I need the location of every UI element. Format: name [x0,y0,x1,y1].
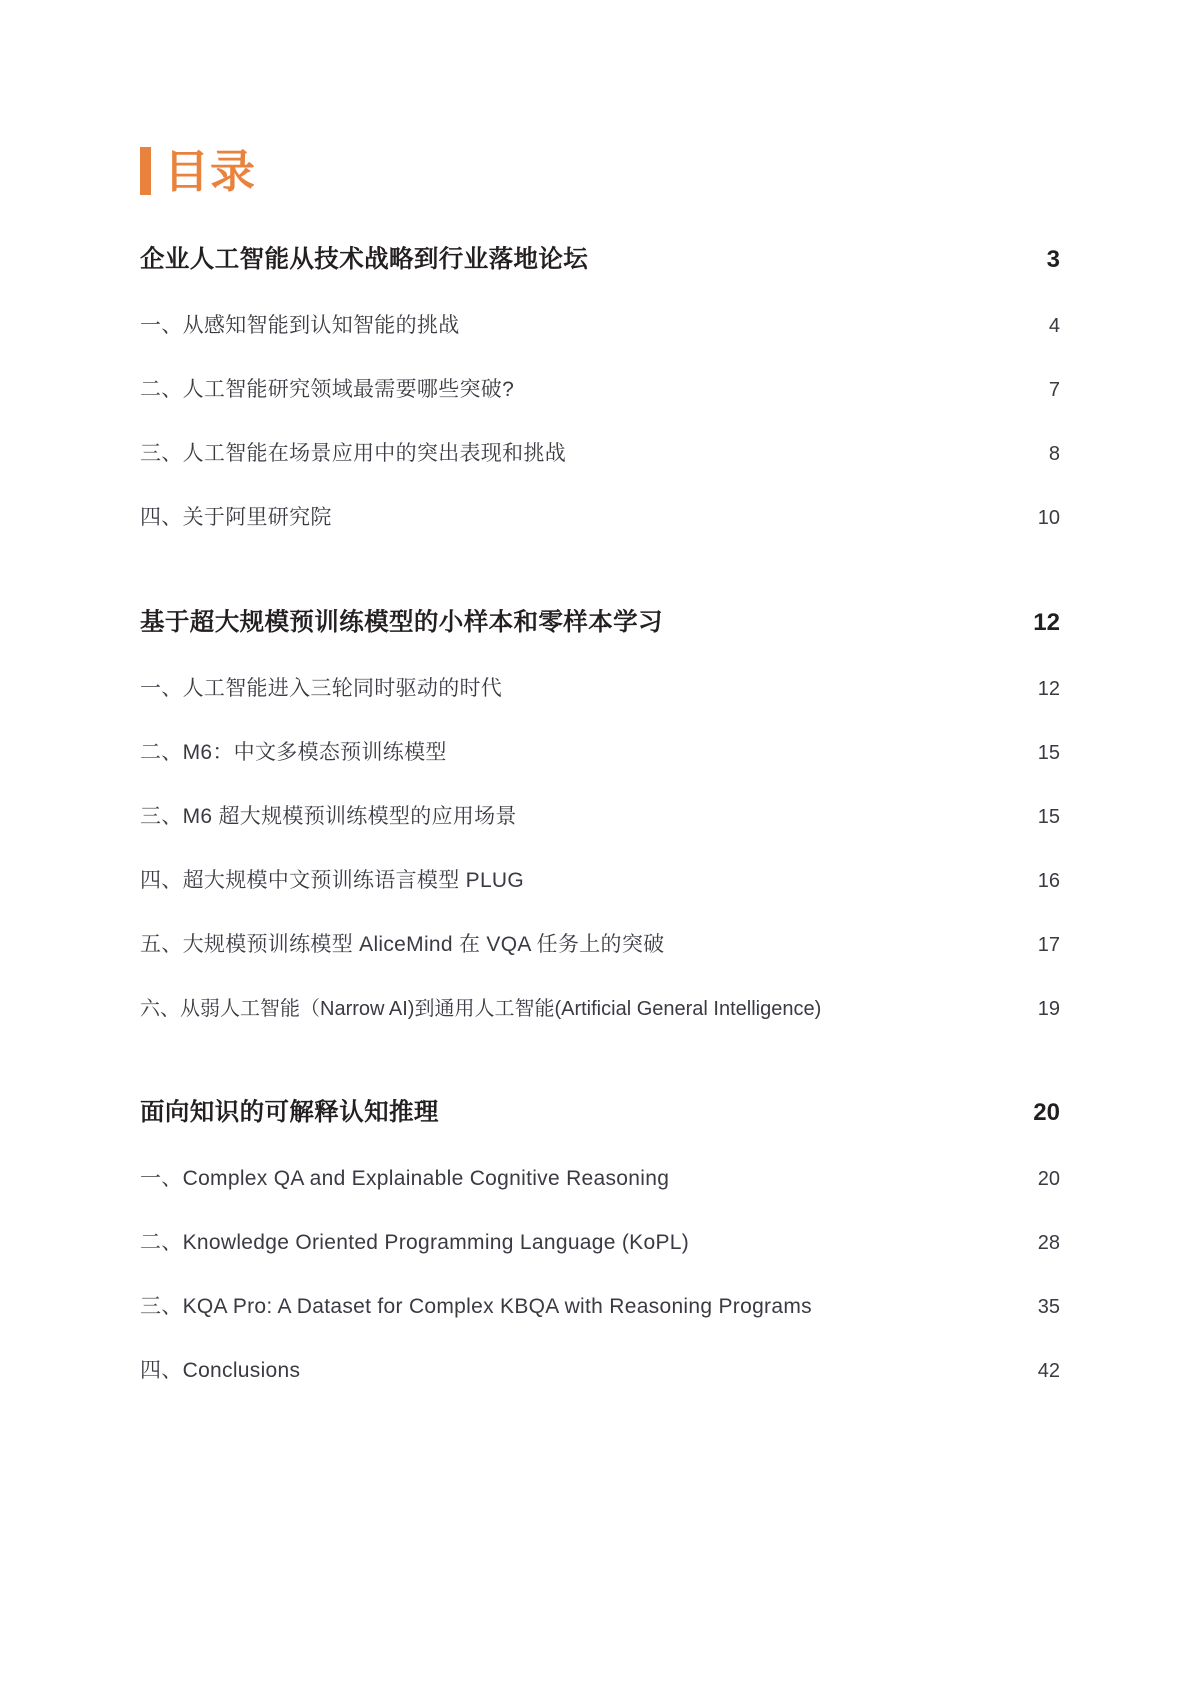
toc-item-row[interactable] [140,1354,1060,1384]
toc-item-row[interactable] [140,1162,1060,1192]
toc-item-page: 28 [1037,1232,1060,1254]
toc-item-label: 一、从感知智能到认知智能的挑战 [140,314,460,337]
toc-item-label: 四、Conclusions [140,1359,301,1382]
toc-group [140,1093,1060,1384]
toc-item-label: 三、KQA Pro: A Dataset for Complex KBQA with Reasoning Programs [140,1295,812,1318]
toc-item-page: 16 [1037,870,1060,892]
toc-item-row[interactable] [140,736,1060,766]
toc-item-page: 4 [1048,315,1060,337]
toc-item-label: 二、M6：中文多模态预训练模型 [140,741,447,764]
toc-item-label: 五、大规模预训练模型 AliceMind 在 VQA 任务上的突破 [140,933,665,956]
toc-section-page: 12 [1033,609,1060,636]
toc-item-page: 7 [1048,379,1060,401]
toc-item-label: 四、超大规模中文预训练语言模型 PLUG [140,869,525,892]
toc-group [140,603,1060,1021]
toc-item-row[interactable] [140,1226,1060,1256]
toc-item-label: 二、Knowledge Oriented Programming Language (KoPL) [140,1231,690,1254]
toc-item-page: 17 [1037,934,1060,956]
toc-item-row[interactable] [140,672,1060,702]
toc-section-label: 面向知识的可解释认知推理 [140,1099,439,1126]
toc-section-label: 企业人工智能从技术战略到行业落地论坛 [140,246,589,273]
toc-item-label: 三、M6 超大规模预训练模型的应用场景 [140,805,517,828]
toc-item-label: 六、从弱人工智能（Narrow AI)到通用人工智能(Artificial General Intelligence) [140,998,822,1020]
toc-item-row[interactable] [140,800,1060,830]
toc-item-page: 12 [1037,678,1060,700]
toc-item-page: 42 [1037,1360,1060,1382]
title-accent-bar-icon [140,147,151,195]
toc-item-row[interactable] [140,992,1060,1021]
toc-item-page: 15 [1037,742,1060,764]
toc-section-label: 基于超大规模预训练模型的小样本和零样本学习 [140,609,663,636]
toc-item-label: 四、关于阿里研究院 [140,506,332,529]
toc-section-row[interactable] [140,240,1060,275]
toc-item-label: 二、人工智能研究领域最需要哪些突破? [140,378,515,401]
toc-item-page: 8 [1048,443,1060,465]
toc-item-label: 一、Complex QA and Explainable Cognitive Reasoning [140,1167,670,1190]
toc-section-page: 3 [1046,246,1060,273]
table-of-contents [140,240,1060,1384]
page-title-label: 目录 [164,145,257,197]
toc-item-row[interactable] [140,309,1060,339]
toc-item-row[interactable] [140,1290,1060,1320]
toc-item-page: 19 [1037,998,1060,1020]
toc-group [140,240,1060,531]
toc-item-page: 15 [1037,806,1060,828]
page-title [140,140,256,202]
toc-item-label: 三、人工智能在场景应用中的突出表现和挑战 [140,442,566,465]
toc-section-row[interactable] [140,603,1060,638]
toc-item-page: 20 [1037,1168,1060,1190]
toc-item-page: 10 [1037,507,1060,529]
toc-item-row[interactable] [140,864,1060,894]
toc-item-row[interactable] [140,928,1060,958]
toc-section-row[interactable] [140,1093,1060,1128]
toc-item-row[interactable] [140,501,1060,531]
toc-item-row[interactable] [140,437,1060,467]
toc-item-row[interactable] [140,373,1060,403]
toc-item-label: 一、人工智能进入三轮同时驱动的时代 [140,677,503,700]
toc-item-page: 35 [1037,1296,1060,1318]
toc-section-page: 20 [1033,1099,1060,1126]
